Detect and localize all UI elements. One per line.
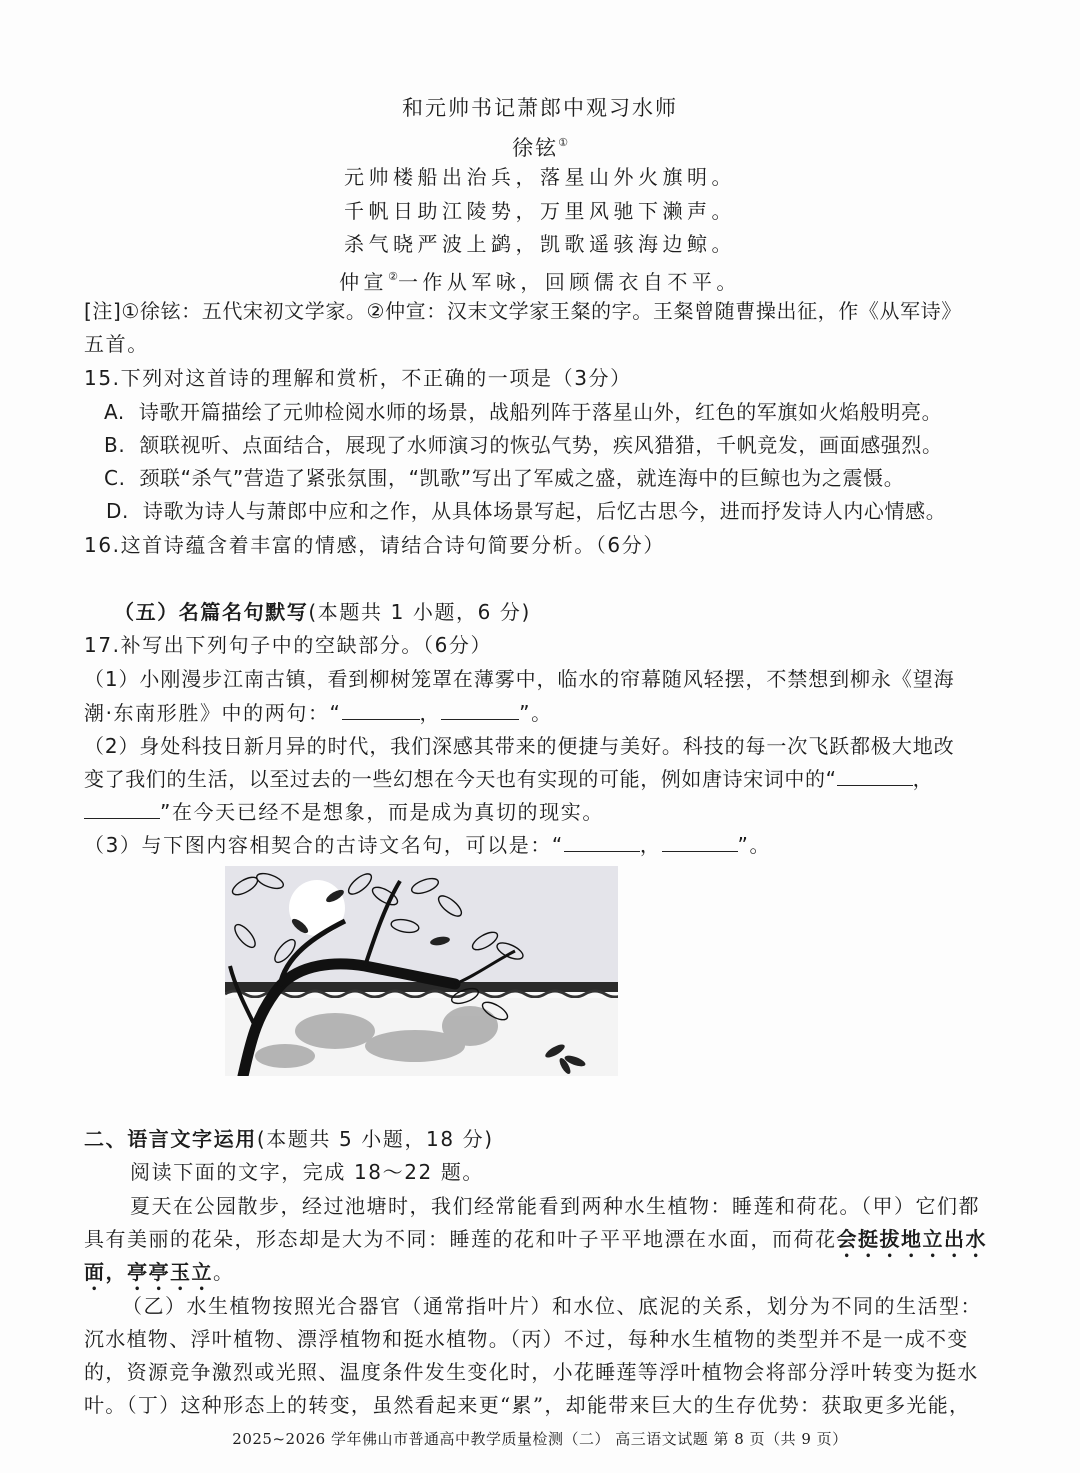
section-heading-rest: (本题共 1 小题，6 分): [308, 600, 531, 624]
question-15-option-d: [106, 497, 946, 525]
text: ”在今天已经不是想象，而是成为真切的现实。: [160, 800, 604, 824]
osmanthus-illustration: [225, 866, 618, 1076]
question-17-stem: 17.补写出下列句子中的空缺部分。（6分）: [84, 633, 493, 657]
option-text: 诗歌为诗人与萧郎中应和之作，从具体场景写起，后忆古思今，进而抒发诗人内心情感。: [142, 499, 947, 523]
poem-line-4: [0, 263, 1080, 296]
poem-line-4-pre: 仲宣: [339, 270, 389, 294]
option-label: D.: [106, 499, 129, 523]
question-15-option-c: [104, 464, 904, 492]
text: 。: [213, 1260, 235, 1284]
poem-author-name: 徐铉: [512, 136, 559, 160]
page-footer: 2025~2026 学年佛山市普通高中教学质量检测（二） 高三语文试题 第 8 页（共 9 页）: [232, 1430, 848, 1448]
part-2-instruction: 阅读下面的文字，完成 18～22 题。: [130, 1160, 485, 1184]
passage-para1-line2: [84, 1225, 987, 1262]
passage-para2-line2: 沉水植物、浮叶植物、漂浮植物和挺水植物。（丙）不过，每种水生植物的类型并不是一成不变: [84, 1327, 969, 1351]
text: 具有美丽的花朵，形态却是大为不同：睡莲的花和叶子平平地漂在水面，而荷花: [84, 1227, 837, 1251]
passage-para1-line1: 夏天在公园散步，经过池塘时，我们经常能看到两种水生植物：睡莲和荷花。（甲）它们都: [130, 1194, 980, 1218]
answer-blank[interactable]: [564, 833, 640, 852]
section-heading-bold: （五）名篇名句默写: [114, 600, 309, 624]
question-17-part2-line1: （2）身处科技日新月异的时代，我们深感其带来的便捷与美好。科技的每一次飞跃都极大地改: [84, 734, 955, 758]
text: 潮·东南形胜》中的两句：“: [84, 701, 342, 725]
note-line-1: [注]①徐铉：五代宋初文学家。②仲宣：汉末文学家王粲的字。王粲曾随曹操出征，作《从军诗》: [84, 299, 962, 323]
poem-line-4-post: 一作从军咏，回顾儒衣自不平。: [397, 270, 741, 294]
answer-blank[interactable]: [662, 833, 738, 852]
text: 变了我们的生活，以至过去的一些幻想在今天也有实现的可能，例如唐诗宋词中的“: [84, 767, 837, 791]
section-5-heading: [114, 598, 531, 626]
option-text: 颔联视听、点面结合，展现了水师演习的恢弘气势，疾风猎猎，千帆竞发，画面感强烈。: [139, 433, 943, 457]
answer-blank[interactable]: [84, 800, 160, 819]
option-text: 颈联“杀气”营造了紧张氛围，“凯歌”写出了军威之盛，就连海中的巨鲸也为之震慑。: [139, 466, 905, 490]
passage-para1-line3: [84, 1258, 235, 1295]
question-15-stem: 15.下列对这首诗的理解和赏析，不正确的一项是（3分）: [84, 366, 632, 390]
question-15-option-a: [104, 398, 942, 426]
option-label: A.: [104, 400, 125, 424]
question-15-option-b: [104, 431, 943, 459]
answer-blank[interactable]: [441, 701, 519, 720]
part-2-heading: [84, 1125, 494, 1153]
poem-line-3: 杀气晓严波上鹢，凯歌遥骇海边鲸。: [344, 232, 736, 256]
passage-para2-line4: 叶。（丁）这种形态上的转变，虽然看起来更“累”，却能带来巨大的生存优势：获取更多光能，: [84, 1393, 971, 1417]
part-heading-rest: (本题共 5 小题，18 分): [256, 1127, 494, 1151]
part-heading-bold: 二、语言文字运用: [84, 1127, 257, 1151]
note-line-2: 五首。: [84, 332, 149, 356]
question-17-part2-line2: [84, 765, 933, 793]
footnote-mark: ①: [558, 136, 568, 149]
passage-para2-line1: （乙）水生植物按照光合器官（通常指叶片）和水位、底泥的关系，划分为不同的生活型：: [122, 1294, 982, 1318]
poem-line-2: 千帆日助江陵势，万里风驰下濑声。: [344, 199, 736, 223]
emphasized-text: 面，亭亭玉立: [84, 1260, 213, 1284]
question-17-part2-line3: [84, 798, 604, 826]
text: ，: [419, 701, 442, 725]
option-label: B.: [104, 433, 126, 457]
question-16-stem: 16.这首诗蕴含着丰富的情感，请结合诗句简要分析。（6分）: [84, 533, 665, 557]
footnote-mark: ②: [388, 270, 398, 283]
poem-title: 和元帅书记萧郎中观习水师: [402, 96, 678, 120]
text: ，: [639, 833, 662, 857]
text: （3）与下图内容相契合的古诗文名句，可以是：“: [84, 833, 564, 857]
text: ，: [912, 767, 934, 791]
question-17-part3: [84, 831, 771, 859]
text: ”。: [737, 833, 772, 857]
text: ”。: [519, 701, 553, 725]
illustration-svg: [225, 866, 618, 1076]
poem-line-1: 元帅楼船出治兵，落星山外火旗明。: [344, 165, 736, 189]
passage-para2-line3: 的，资源竞争激烈或光照、温度条件发生变化时，小花睡莲等浮叶植物会将部分浮叶转变为挺水: [84, 1360, 979, 1384]
poem-author: [0, 129, 1080, 162]
question-17-part1-line2: [84, 699, 553, 727]
emphasized-text: 会挺拔地立出水: [836, 1227, 987, 1251]
option-text: 诗歌开篇描绘了元帅检阅水师的场景，战船列阵于落星山外，红色的军旗如火焰般明亮。: [138, 400, 943, 424]
answer-blank[interactable]: [837, 767, 913, 786]
answer-blank[interactable]: [342, 701, 420, 720]
option-label: C.: [104, 466, 126, 490]
question-17-part1-line1: （1）小刚漫步江南古镇，看到柳树笼罩在薄雾中，临水的帘幕随风轻摆，不禁想到柳永《望海: [84, 667, 955, 691]
